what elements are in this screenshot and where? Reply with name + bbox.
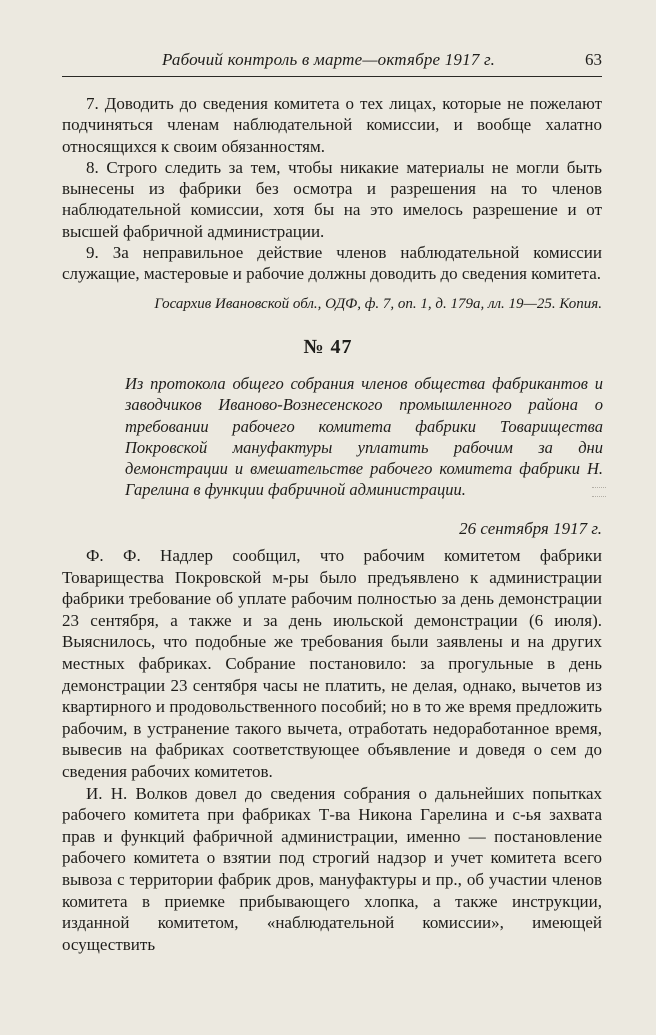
- running-title: Рабочий контроль в марте—октябре 1917 г.: [162, 50, 496, 69]
- document-title: Из протокола общего собрания членов общества фабрикантов и заводчиков Иваново-Вознесенского промышленного района о требовании рабочего комитета фабрики Товарищества Покровской мануфактуры уплатить рабочим за дни демонстрации и вмешательстве рабочего комитета фабрики Н. Гарелина в функции фабричной администрации.: [125, 374, 603, 500]
- document-body: [62, 545, 602, 955]
- running-header: [62, 50, 602, 76]
- list-item: 7. Доводить до сведения комитета о тех лицах, которые не пожелают подчиняться членам наблюдательной комиссии, и вообще халатно относящихся к своим обязанностям.: [62, 94, 602, 156]
- list-item: 9. За неправильное действие членов наблюдательной комиссии служащие, мастеровые и рабочие должны доводить до сведения комитета.: [62, 243, 602, 284]
- body-paragraph: И. Н. Волков довел до сведения собрания о дальнейших попытках рабочего комитета при фабриках Т-ва Никона Гарелина и с-ья захвата прав и функций фабричной администрации, именно — постановление рабочего комитета о взятии под строгий надзор и учет комитета всего вывоза с территории фабрик дров, мануфактуры и пр., об участии членов комитета в приемке прибывающего хлопка, а также инструкции, изданной комитетом, «наблюдательной комиссии», имеющей осуществить: [62, 783, 602, 954]
- list-item: 8. Строго следить за тем, чтобы никакие материалы не могли быть вынесены из фабрики без осмотра и разрешения на то членов наблюдательной комиссии, хотя бы на это имелось разрешение и от высшей фабричной администрации.: [62, 157, 602, 241]
- numbered-list: [62, 93, 602, 285]
- header-rule: [62, 76, 602, 77]
- page-number: 63: [585, 50, 602, 69]
- document-number: № 47: [303, 336, 353, 358]
- body-paragraph: Ф. Ф. Надлер сообщил, что рабочим комитетом фабрики Товарищества Покровской м-ры было предъявлено к администрации фабрики требование об уплате рабочим полностью за день демонстрации 23 сентября, а также и за день июльской демонстрации (6 июля). Выяснилось, что подобные же требования были заявлены и на других местных фабриках. Собрание постановило: за прогульные в день демонстрации 23 сентября часы не платить, не делая, однако, вычетов из квартирного и продовольственного пособий; но в то же время предложить рабочим, в устранение такого вычета, отработать недоработанное время, вывесив на фабриках соответствующее объявление и доведя о сем до сведения рабочих комитетов.: [62, 546, 602, 781]
- margin-mark: [592, 487, 606, 497]
- document-date: 26 сентября 1917 г.: [459, 519, 602, 538]
- archive-source: Госархив Ивановской обл., ОДФ, ф. 7, оп. 1, д. 179а, лл. 19—25. Копия.: [154, 296, 602, 312]
